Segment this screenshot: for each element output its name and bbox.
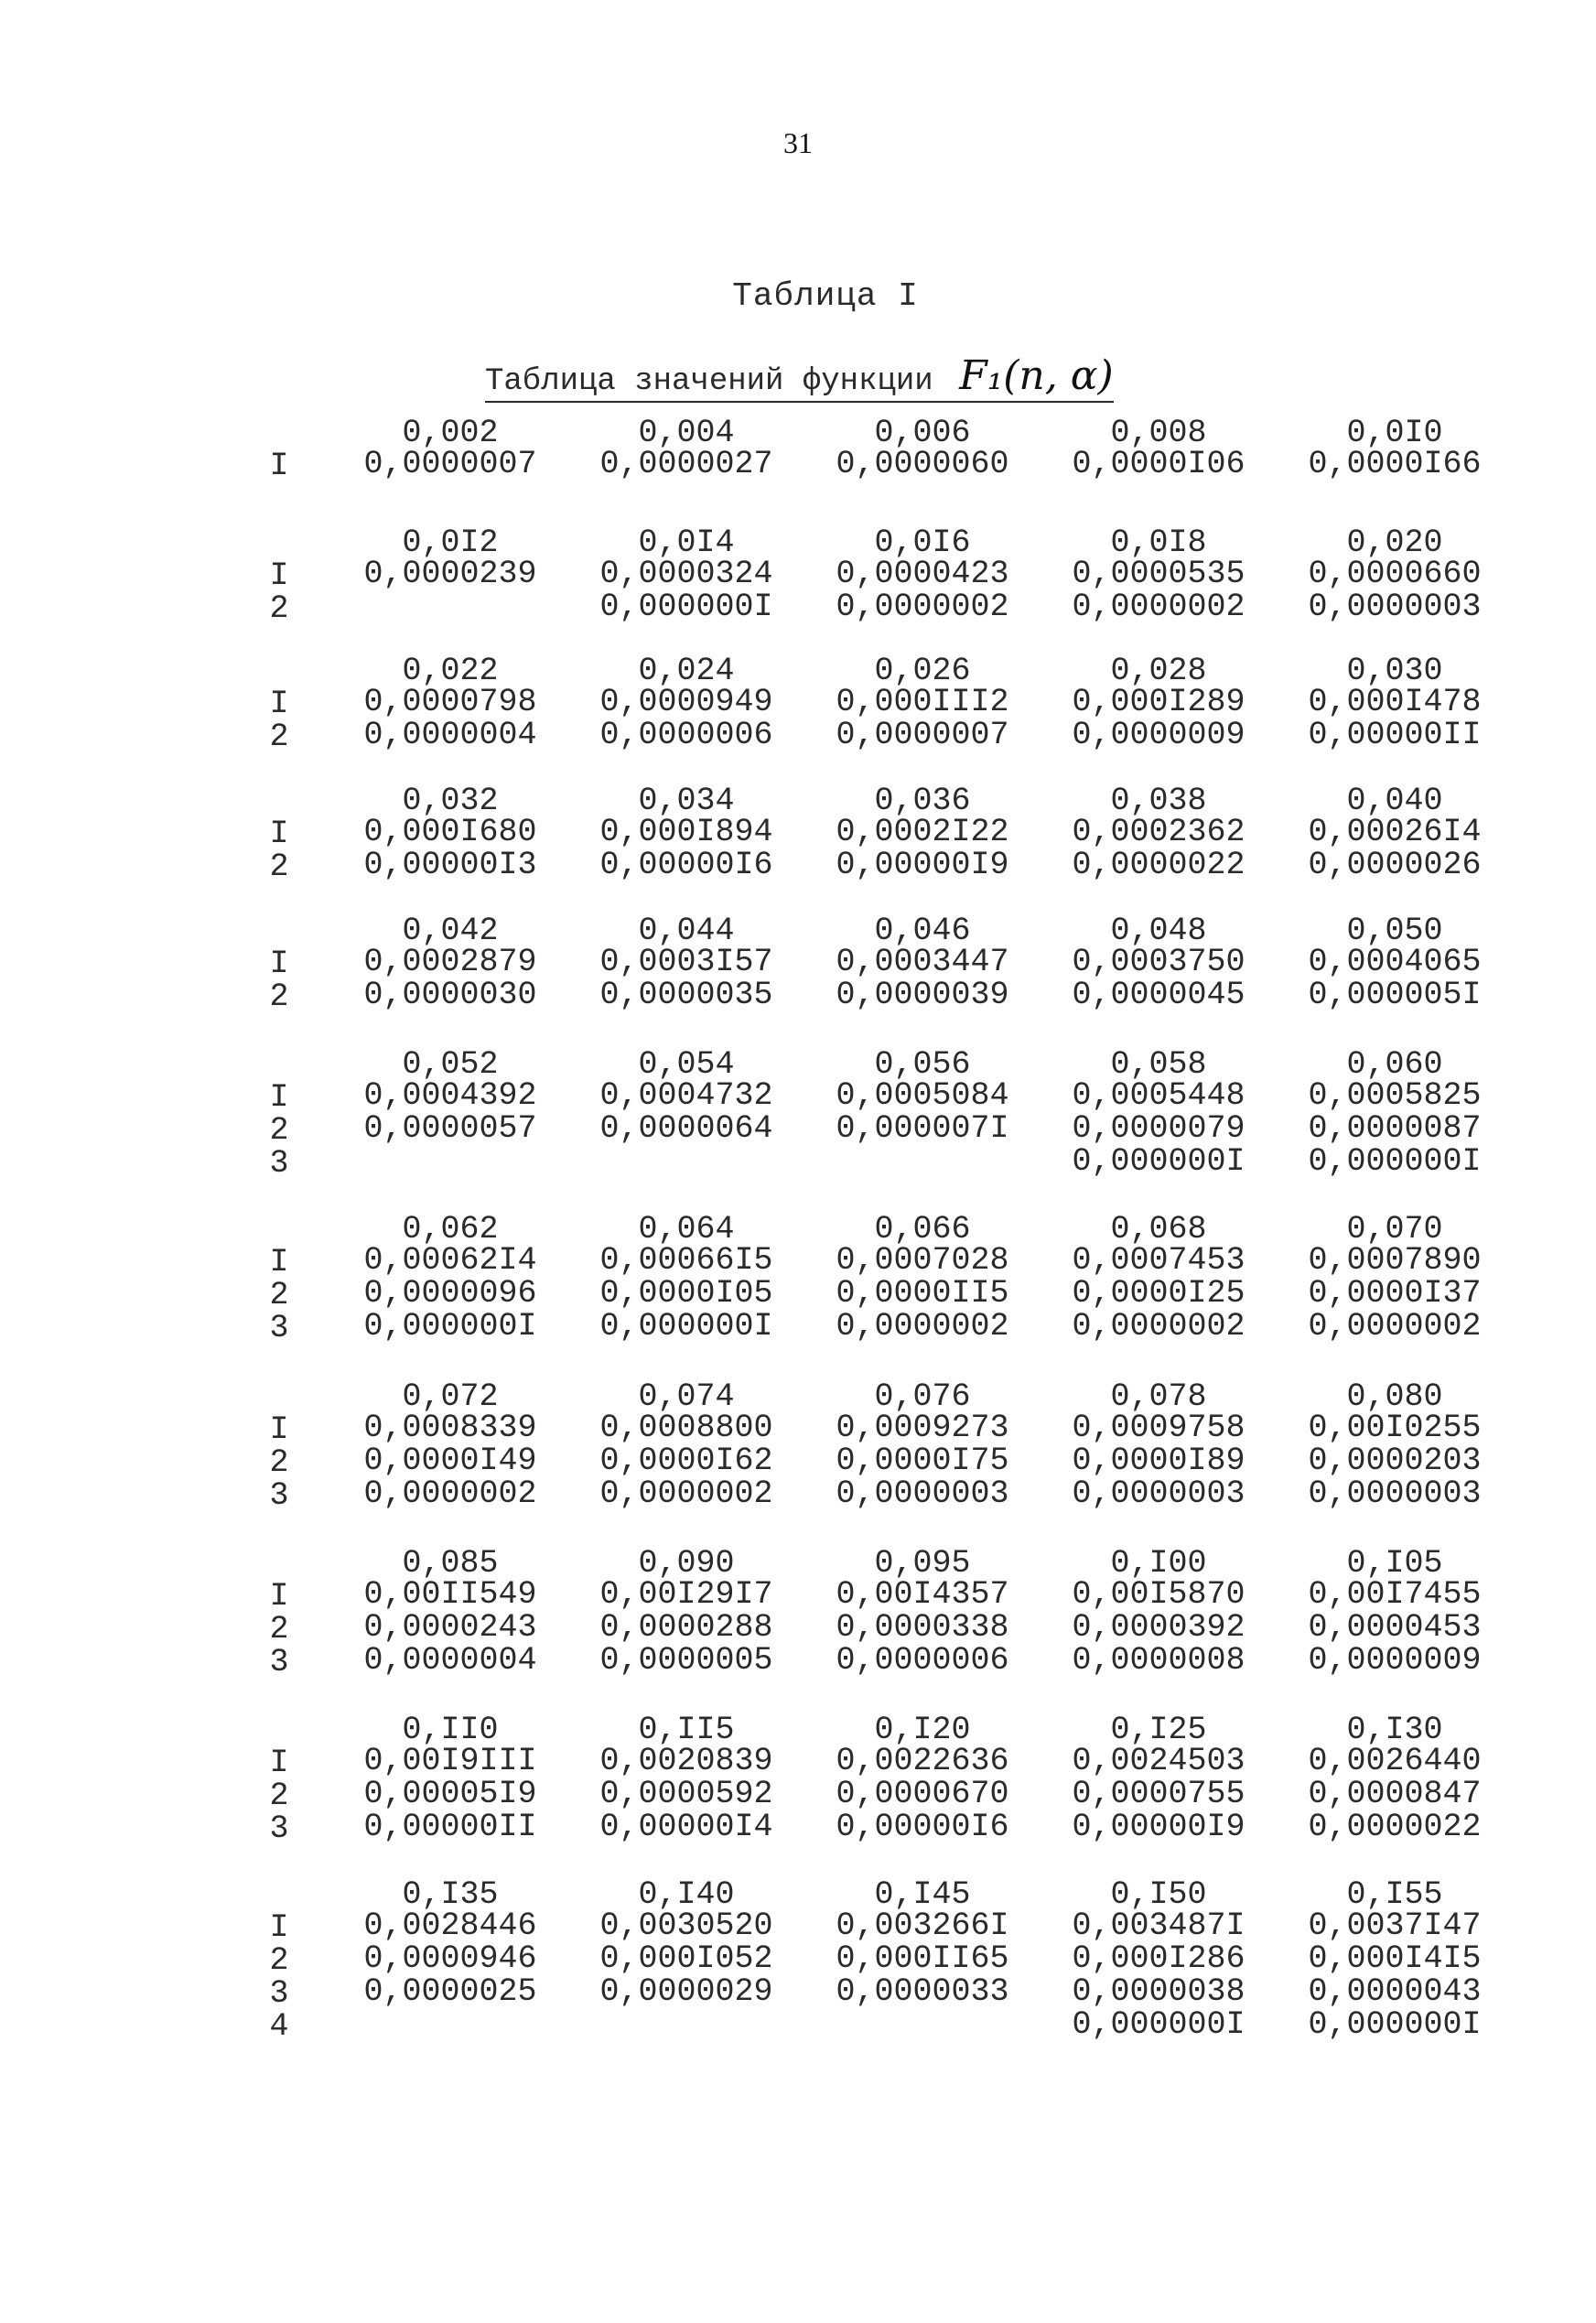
alpha-value: 0,076	[874, 1378, 971, 1415]
n-label: I	[269, 945, 289, 982]
table-cell	[573, 1878, 800, 2008]
alpha-value: 0,072	[402, 1378, 499, 1415]
alpha-value: 0,II5	[638, 1712, 735, 1748]
n-label: I	[269, 448, 289, 484]
function-value: 0,0003447	[836, 944, 1009, 980]
function-value: 0,00I9III	[363, 1743, 537, 1779]
function-value: 0,0030520	[599, 1907, 773, 1944]
function-value: 0,0000I66	[1308, 446, 1482, 482]
table-cell	[337, 784, 564, 881]
function-value: 0,0000079	[1072, 1110, 1246, 1147]
caption-text: Таблица значений функции	[485, 364, 933, 399]
alpha-value: 0,0I6	[874, 524, 971, 561]
function-value: 0,0002I22	[836, 814, 1009, 850]
function-value: 0,0000592	[599, 1776, 773, 1812]
function-value: 0,0000009	[1308, 1642, 1482, 1679]
function-value: 0,000000I	[599, 589, 773, 625]
n-label: 2	[269, 1777, 289, 1814]
function-value: 0,000005I	[1308, 977, 1482, 1013]
alpha-value: 0,034	[638, 783, 735, 819]
n-label: 3	[269, 1145, 289, 1182]
function-value: 0,0000009	[1072, 717, 1246, 753]
n-label: 2	[269, 1277, 289, 1313]
function-value: 0,0000I49	[363, 1442, 537, 1479]
table-cell	[573, 1547, 800, 1677]
function-value: 0,0000949	[599, 684, 773, 720]
function-value: 0,0000II5	[836, 1275, 1009, 1312]
n-label: 3	[269, 1810, 289, 1847]
n-label: 3	[269, 1644, 289, 1680]
function-value: 0,0000002	[1308, 1308, 1482, 1345]
function-value: 0,0002362	[1072, 814, 1246, 850]
function-value: 0,0005448	[1072, 1077, 1246, 1114]
function-value: 0,000I894	[599, 814, 773, 850]
page-number: 31	[783, 126, 813, 159]
alpha-value: 0,074	[638, 1378, 735, 1415]
alpha-value: 0,078	[1110, 1378, 1207, 1415]
n-label: 2	[269, 848, 289, 885]
function-value: 0,0000008	[1072, 1642, 1246, 1679]
n-label: I	[269, 1745, 289, 1781]
function-value: 0,0009273	[836, 1410, 1009, 1446]
function-value: 0,0000026	[1308, 847, 1482, 883]
table-cell	[1045, 416, 1272, 481]
function-value: 0,0005084	[836, 1077, 1009, 1114]
table-cell	[1045, 784, 1272, 881]
function-value: 0,0000004	[363, 717, 537, 753]
table-cell	[337, 1878, 564, 2008]
function-value: 0,0028446	[363, 1907, 537, 1944]
alpha-value: 0,032	[402, 783, 499, 819]
table-cell	[1281, 1713, 1508, 1843]
function-value: 0,00000I9	[836, 847, 1009, 883]
function-value: 0,0000003	[1308, 1475, 1482, 1512]
alpha-value: 0,024	[638, 653, 735, 689]
n-label: I	[269, 1244, 289, 1280]
function-value: 0,000000I	[363, 1308, 537, 1345]
function-value: 0,000I286	[1072, 1940, 1246, 1977]
table-cell	[809, 784, 1036, 881]
function-value: 0,0026440	[1308, 1743, 1482, 1779]
table-cell	[573, 1048, 800, 1145]
function-value: 0,00026I4	[1308, 814, 1482, 850]
table-cell	[1281, 654, 1508, 751]
n-column	[264, 687, 295, 753]
function-value: 0,0007453	[1072, 1242, 1246, 1279]
function-value: 0,0000002	[836, 1308, 1009, 1345]
function-value: 0,0000I05	[599, 1275, 773, 1312]
function-value: 0,0000660	[1308, 556, 1482, 592]
alpha-value: 0,I25	[1110, 1712, 1207, 1748]
function-value: 0,000000I	[1308, 2006, 1482, 2043]
alpha-value: 0,066	[874, 1211, 971, 1248]
alpha-value: 0,028	[1110, 653, 1207, 689]
function-value: 0,0000064	[599, 1110, 773, 1147]
alpha-value: 0,042	[402, 913, 499, 949]
function-value: 0,000000I	[1308, 1143, 1482, 1180]
table-cell	[337, 526, 564, 590]
alpha-value: 0,085	[402, 1545, 499, 1582]
function-value: 0,0020839	[599, 1743, 773, 1779]
function-value: 0,000000I	[1072, 2006, 1246, 2043]
n-column	[264, 1246, 295, 1345]
function-value: 0,0000006	[836, 1642, 1009, 1679]
alpha-value: 0,036	[874, 783, 971, 819]
table-block	[0, 914, 1596, 1048]
alpha-value: 0,090	[638, 1545, 735, 1582]
table-cell	[1281, 1380, 1508, 1510]
function-value: 0,0000003	[1308, 589, 1482, 625]
function-value: 0,0008800	[599, 1410, 773, 1446]
table-cell	[1045, 1048, 1272, 1178]
table-cell	[809, 1713, 1036, 1843]
table-cell	[1045, 526, 1272, 623]
table-cell	[337, 1048, 564, 1145]
n-label: I	[269, 1411, 289, 1448]
alpha-value: 0,008	[1110, 415, 1207, 451]
n-label: 2	[269, 1444, 289, 1481]
function-value: 0,0000847	[1308, 1776, 1482, 1812]
function-value: 0,000000I	[1072, 1143, 1246, 1180]
function-value: 0,0000003	[1072, 1475, 1246, 1512]
table-cell	[573, 1380, 800, 1510]
function-value: 0,0008339	[363, 1410, 537, 1446]
alpha-value: 0,030	[1346, 653, 1443, 689]
alpha-value: 0,022	[402, 653, 499, 689]
table-cell	[809, 526, 1036, 623]
function-value: 0,0000003	[836, 1475, 1009, 1512]
table-block	[0, 784, 1596, 914]
table-cell	[1281, 1878, 1508, 2041]
function-value: 0,00I29I7	[599, 1576, 773, 1613]
function-value: 0,0024503	[1072, 1743, 1246, 1779]
function-value: 0,00000II	[1308, 717, 1482, 753]
alpha-value: 0,054	[638, 1046, 735, 1083]
function-value: 0,0000946	[363, 1940, 537, 1977]
n-label: 2	[269, 1112, 289, 1149]
table-cell	[337, 1380, 564, 1510]
function-value: 0,000I289	[1072, 684, 1246, 720]
n-label: 2	[269, 719, 289, 755]
table-cell	[337, 914, 564, 1011]
function-value: 0,0003I57	[599, 944, 773, 980]
function-value: 0,00066I5	[599, 1242, 773, 1279]
function-value: 0,0000045	[1072, 977, 1246, 1013]
n-label: 3	[269, 1975, 289, 2012]
function-value: 0,0000670	[836, 1776, 1009, 1812]
n-column	[264, 817, 295, 883]
function-value: 0,0000I25	[1072, 1275, 1246, 1312]
function-value: 0,00I4357	[836, 1576, 1009, 1613]
function-value: 0,00000I9	[1072, 1809, 1246, 1845]
n-column	[264, 559, 295, 625]
function-value: 0,0037I47	[1308, 1907, 1482, 1944]
function-value: 0,000000I	[599, 1308, 773, 1345]
function-value: 0,00I7455	[1308, 1576, 1482, 1613]
alpha-value: 0,064	[638, 1211, 735, 1248]
alpha-value: 0,0I8	[1110, 524, 1207, 561]
function-value: 0,0022636	[836, 1743, 1009, 1779]
n-label: I	[269, 816, 289, 852]
n-label: 2	[269, 590, 289, 627]
function-value: 0,0000288	[599, 1609, 773, 1646]
function-value: 0,0000002	[1072, 1308, 1246, 1345]
function-value: 0,0000423	[836, 556, 1009, 592]
alpha-value: 0,026	[874, 653, 971, 689]
table-cell	[573, 526, 800, 623]
function-value: 0,0000007	[836, 717, 1009, 753]
function-value: 0,0003750	[1072, 944, 1246, 980]
alpha-value: 0,080	[1346, 1378, 1443, 1415]
table-cell	[573, 654, 800, 751]
table-cell	[809, 1547, 1036, 1677]
function-value: 0,0000030	[363, 977, 537, 1013]
alpha-value: 0,020	[1346, 524, 1443, 561]
alpha-value: 0,0I2	[402, 524, 499, 561]
function-value: 0,000I4I5	[1308, 1940, 1482, 1977]
table-cell	[1281, 416, 1508, 481]
function-value: 0,00000I3	[363, 847, 537, 883]
table-cell	[1045, 1380, 1272, 1510]
function-value: 0,0000002	[836, 589, 1009, 625]
table-block	[0, 416, 1596, 526]
n-label: 4	[269, 2008, 289, 2045]
function-value: 0,0000203	[1308, 1442, 1482, 1479]
function-value: 0,0000004	[363, 1642, 537, 1679]
alpha-value: 0,058	[1110, 1046, 1207, 1083]
table-cell	[1045, 1713, 1272, 1843]
table-cell	[809, 914, 1036, 1011]
alpha-value: 0,095	[874, 1545, 971, 1582]
table-cell	[573, 914, 800, 1011]
function-value: 0,00I0255	[1308, 1410, 1482, 1446]
function-value: 0,003487I	[1072, 1907, 1246, 1944]
n-column	[264, 1081, 295, 1180]
alpha-value: 0,I00	[1110, 1545, 1207, 1582]
alpha-value: 0,048	[1110, 913, 1207, 949]
table-cell	[1045, 1547, 1272, 1677]
n-label: 2	[269, 1942, 289, 1979]
table-cell	[809, 1048, 1036, 1145]
function-value: 0,00005I9	[363, 1776, 537, 1812]
table-label: Таблица I	[732, 277, 919, 315]
table-cell	[337, 1713, 564, 1843]
function-value: 0,000III2	[836, 684, 1009, 720]
function-value: 0,0000033	[836, 1973, 1009, 2010]
function-value: 0,0000I37	[1308, 1275, 1482, 1312]
table-cell	[573, 416, 800, 481]
table-cell	[1045, 654, 1272, 751]
n-column	[264, 1580, 295, 1679]
n-column	[264, 1746, 295, 1845]
function-value: 0,00000I6	[836, 1809, 1009, 1845]
function-value: 0,0000022	[1308, 1809, 1482, 1845]
function-value: 0,0007890	[1308, 1242, 1482, 1279]
table-block	[0, 1213, 1596, 1380]
alpha-value: 0,052	[402, 1046, 499, 1083]
function-value: 0,0000060	[836, 446, 1009, 482]
function-value: 0,0000007	[363, 446, 537, 482]
function-value: 0,00I5870	[1072, 1576, 1246, 1613]
n-label: 2	[269, 1611, 289, 1648]
n-label: I	[269, 1079, 289, 1116]
alpha-value: 0,060	[1346, 1046, 1443, 1083]
table-cell	[1281, 784, 1508, 881]
alpha-value: 0,II0	[402, 1712, 499, 1748]
function-value: 0,0000453	[1308, 1609, 1482, 1646]
table-cell	[809, 1380, 1036, 1510]
function-value: 0,000I052	[599, 1940, 773, 1977]
table-cell	[573, 1713, 800, 1843]
alpha-value: 0,I50	[1110, 1876, 1207, 1913]
table-cell	[1281, 1547, 1508, 1677]
function-value: 0,0000I89	[1072, 1442, 1246, 1479]
alpha-value: 0,I40	[638, 1876, 735, 1913]
n-label: 2	[269, 978, 289, 1015]
table-block	[0, 654, 1596, 784]
n-label: I	[269, 686, 289, 722]
function-value: 0,0000035	[599, 977, 773, 1013]
table-cell	[1045, 1878, 1272, 2041]
n-column	[264, 947, 295, 1013]
table-cell	[1281, 1213, 1508, 1343]
function-value: 0,0000392	[1072, 1609, 1246, 1646]
alpha-value: 0,046	[874, 913, 971, 949]
alpha-value: 0,I55	[1346, 1876, 1443, 1913]
table-block	[0, 1380, 1596, 1547]
function-value: 0,0000002	[363, 1475, 537, 1512]
alpha-value: 0,I05	[1346, 1545, 1443, 1582]
function-value: 0,0000324	[599, 556, 773, 592]
function-value: 0,0000027	[599, 446, 773, 482]
n-column	[264, 1413, 295, 1512]
function-value: 0,00062I4	[363, 1242, 537, 1279]
function-value: 0,0000039	[836, 977, 1009, 1013]
function-value: 0,00000I6	[599, 847, 773, 883]
table-cell	[1281, 1048, 1508, 1178]
table-cell	[809, 654, 1036, 751]
function-value: 0,0004732	[599, 1077, 773, 1114]
alpha-value: 0,070	[1346, 1211, 1443, 1248]
table-cell	[337, 654, 564, 751]
function-value: 0,0005825	[1308, 1077, 1482, 1114]
values-table	[0, 416, 1596, 2061]
alpha-value: 0,002	[402, 415, 499, 451]
function-value: 0,00II549	[363, 1576, 537, 1613]
function-value: 0,0000I06	[1072, 446, 1246, 482]
table-cell	[573, 1213, 800, 1343]
alpha-value: 0,056	[874, 1046, 971, 1083]
table-cell	[1281, 914, 1508, 1011]
function-value: 0,0000002	[1072, 589, 1246, 625]
function-value: 0,0000022	[1072, 847, 1246, 883]
alpha-value: 0,006	[874, 415, 971, 451]
table-cell	[809, 1213, 1036, 1343]
function-value: 0,0000798	[363, 684, 537, 720]
n-column	[264, 1911, 295, 2043]
table-cell	[809, 1878, 1036, 2008]
table-block	[0, 1713, 1596, 1878]
alpha-value: 0,I35	[402, 1876, 499, 1913]
alpha-value: 0,050	[1346, 913, 1443, 949]
function-value: 0,003266I	[836, 1907, 1009, 1944]
function-value: 0,0009758	[1072, 1410, 1246, 1446]
function-value: 0,0000025	[363, 1973, 537, 2010]
n-label: I	[269, 557, 289, 594]
table-block	[0, 526, 1596, 654]
n-label: I	[269, 1578, 289, 1615]
alpha-value: 0,I20	[874, 1712, 971, 1748]
alpha-value: 0,044	[638, 913, 735, 949]
n-column	[264, 449, 295, 482]
function-value: 0,0000005	[599, 1642, 773, 1679]
alpha-value: 0,I30	[1346, 1712, 1443, 1748]
table-block	[0, 1048, 1596, 1213]
function-value: 0,0000057	[363, 1110, 537, 1147]
alpha-value: 0,0I0	[1346, 415, 1443, 451]
table-cell	[337, 1547, 564, 1677]
function-value: 0,0000038	[1072, 1973, 1246, 2010]
n-label: 3	[269, 1477, 289, 1514]
function-value: 0,000007I	[836, 1110, 1009, 1147]
function-value: 0,0000002	[599, 1475, 773, 1512]
function-value: 0,00000I4	[599, 1809, 773, 1845]
function-value: 0,0004065	[1308, 944, 1482, 980]
function-value: 0,0000096	[363, 1275, 537, 1312]
table-caption	[485, 352, 1114, 403]
function-value: 0,0000755	[1072, 1776, 1246, 1812]
function-value: 0,000I478	[1308, 684, 1482, 720]
function-value: 0,000I680	[363, 814, 537, 850]
n-label: 3	[269, 1310, 289, 1346]
alpha-value: 0,062	[402, 1211, 499, 1248]
function-value: 0,0000I75	[836, 1442, 1009, 1479]
function-value: 0,0000239	[363, 556, 537, 592]
function-value: 0,0000029	[599, 1973, 773, 2010]
table-cell	[1045, 1213, 1272, 1343]
table-block	[0, 1547, 1596, 1713]
function-value: 0,0002879	[363, 944, 537, 980]
function-value: 0,0000338	[836, 1609, 1009, 1646]
alpha-value: 0,004	[638, 415, 735, 451]
function-value: 0,0004392	[363, 1077, 537, 1114]
function-value: 0,0000535	[1072, 556, 1246, 592]
function-value: 0,0000I62	[599, 1442, 773, 1479]
alpha-value: 0,0I4	[638, 524, 735, 561]
table-cell	[573, 784, 800, 881]
function-value: 0,0000243	[363, 1609, 537, 1646]
function-value: 0,0000087	[1308, 1110, 1482, 1147]
function-value: 0,00000II	[363, 1809, 537, 1845]
table-block	[0, 1878, 1596, 2061]
function-value: 0,0007028	[836, 1242, 1009, 1279]
alpha-value: 0,068	[1110, 1211, 1207, 1248]
function-value: 0,0000006	[599, 717, 773, 753]
table-cell	[337, 416, 564, 481]
alpha-value: 0,040	[1346, 783, 1443, 819]
function-notation: F₁(n, α)	[959, 352, 1114, 399]
table-cell	[1281, 526, 1508, 623]
table-cell	[337, 1213, 564, 1343]
table-cell	[809, 416, 1036, 481]
alpha-value: 0,038	[1110, 783, 1207, 819]
table-cell	[1045, 914, 1272, 1011]
function-value: 0,000II65	[836, 1940, 1009, 1977]
alpha-value: 0,I45	[874, 1876, 971, 1913]
n-label: I	[269, 1909, 289, 1946]
function-value: 0,0000043	[1308, 1973, 1482, 2010]
